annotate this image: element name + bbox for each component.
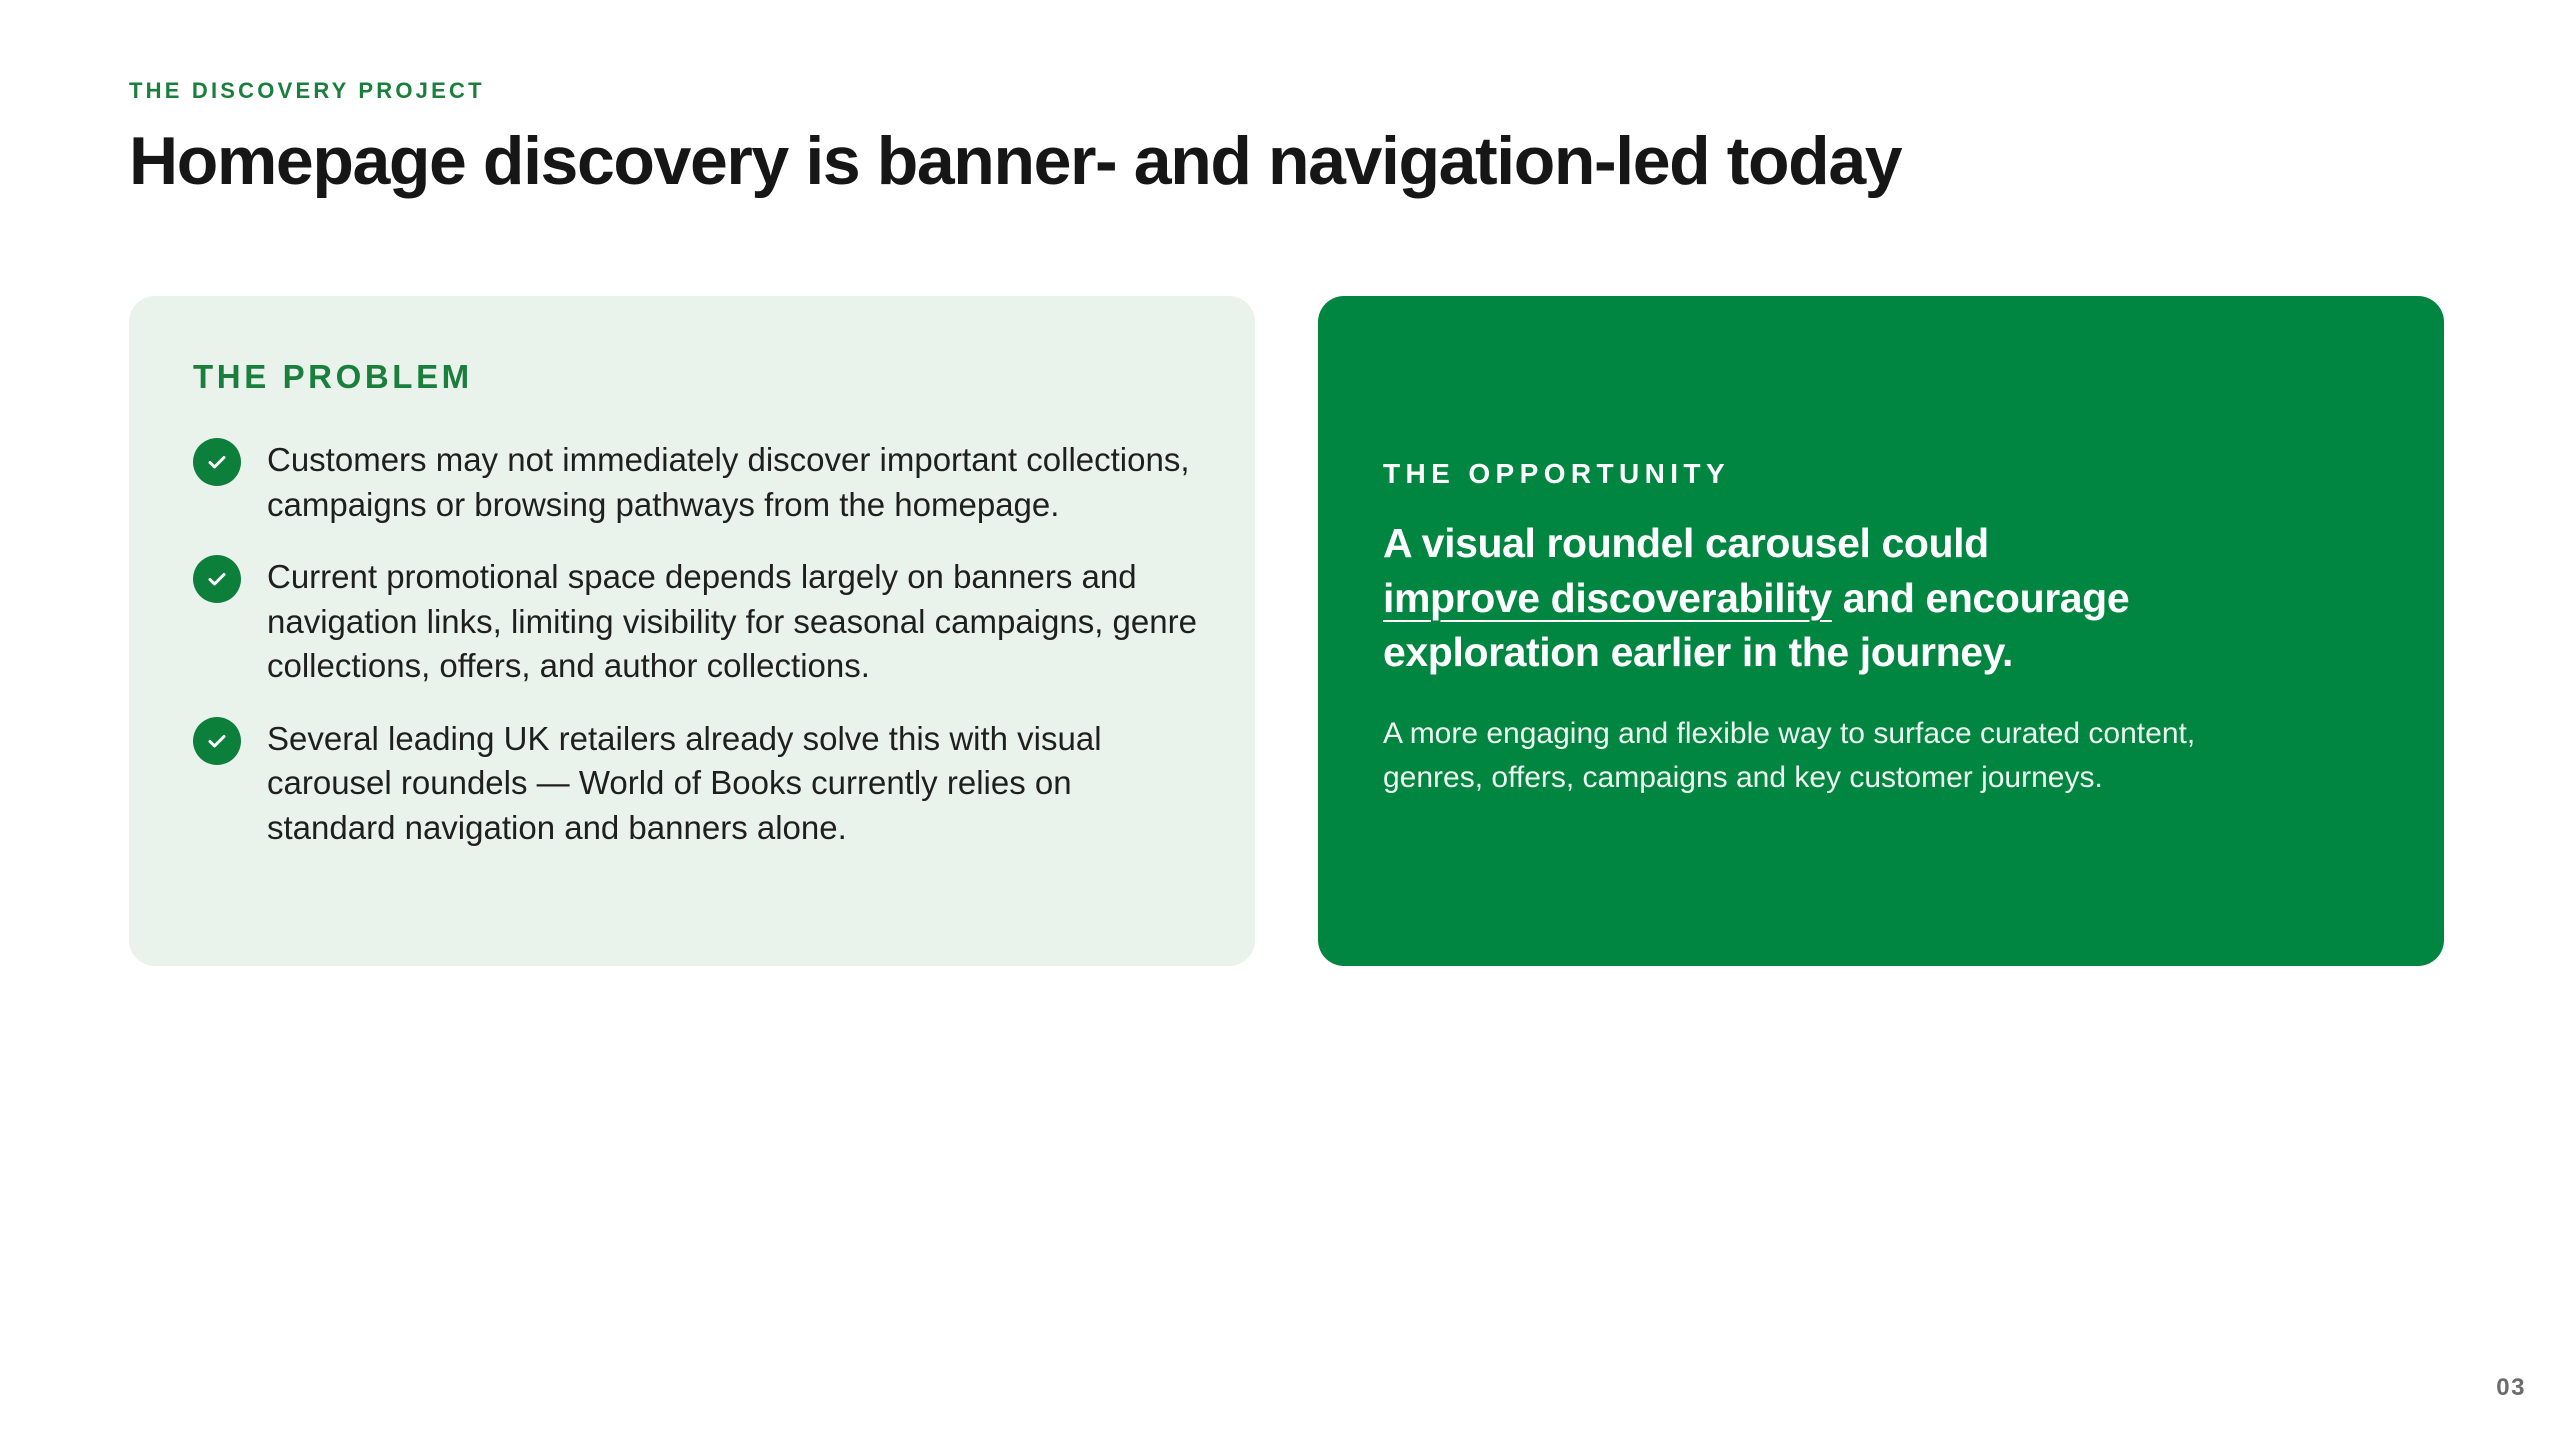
list-item	[193, 438, 1203, 527]
problem-list	[193, 438, 1203, 878]
opportunity-body: A more engaging and flexible way to surface curated content, genres, offers, campaigns and key customer journeys.	[1383, 717, 2196, 794]
eyebrow-label: THE DISCOVERY PROJECT	[129, 78, 485, 103]
problem-item-text: Current promotional space depends largely on banners and navigation links, limiting visibility for seasonal campaigns, genre collections, offers, and author collections.	[267, 558, 1197, 684]
list-item	[193, 717, 1203, 851]
problem-item-text: Several leading UK retailers already solve this with visual carousel roundels — World of Books currently relies on standard navigation and banners alone.	[267, 719, 1102, 846]
problem-card	[129, 296, 1255, 966]
lead-text-start: A visual roundel carousel could	[1383, 520, 1989, 566]
check-circle-icon	[193, 717, 241, 765]
page-title: Homepage discovery is banner- and navigation-led today	[129, 123, 1902, 199]
check-circle-icon	[193, 438, 241, 486]
lead-text-end: and encourage exploration earlier in the journey.	[1383, 574, 2130, 675]
check-circle-icon	[193, 555, 241, 603]
opportunity-heading: THE OPPORTUNITY	[1383, 458, 1731, 489]
opportunity-lead	[1383, 516, 2143, 680]
problem-heading: THE PROBLEM	[193, 358, 473, 395]
problem-item-text: Customers may not immediately discover important collections, campaigns or browsing pathways from the homepage.	[267, 441, 1190, 523]
lead-highlight: improve discoverability	[1383, 574, 1832, 621]
list-item	[193, 555, 1203, 689]
page-number: 03	[2496, 1374, 2526, 1401]
opportunity-card	[1318, 296, 2444, 966]
